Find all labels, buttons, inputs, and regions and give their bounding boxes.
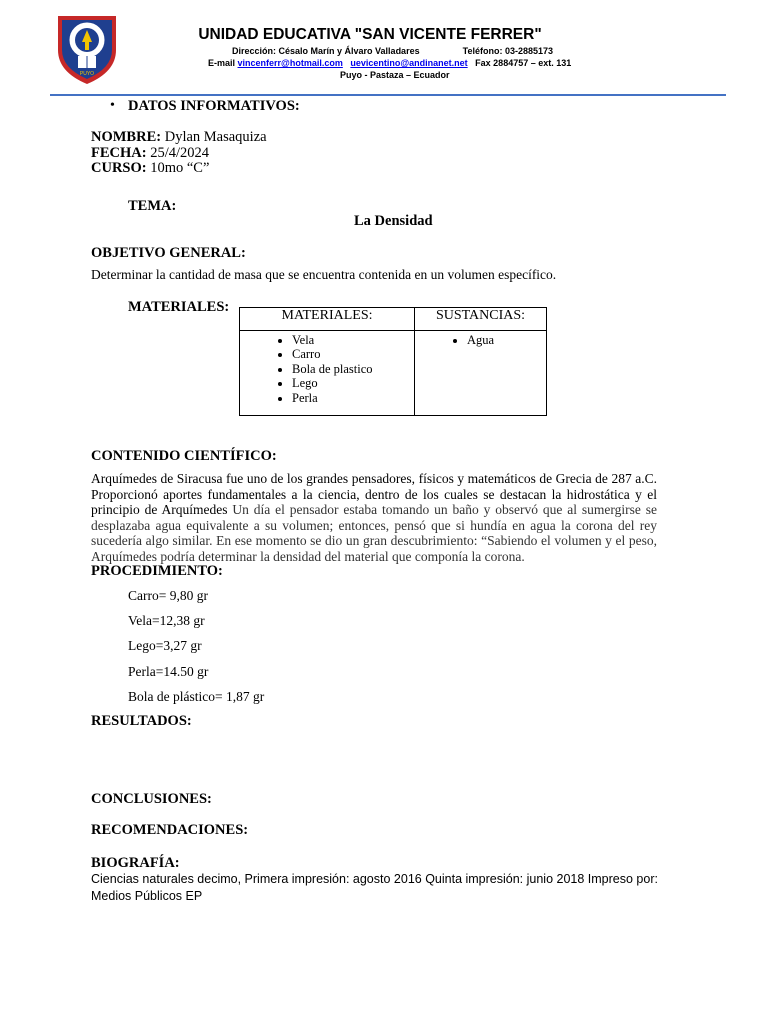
contenido-text [91, 471, 657, 564]
curso-value: 10mo “C” [150, 160, 210, 176]
tema-heading: TEMA: [128, 198, 177, 214]
email-link-2[interactable]: uevicentino@andinanet.net [350, 58, 468, 68]
school-name: UNIDAD EDUCATIVA "SAN VICENTE FERRER" [198, 26, 542, 43]
procedimiento-item: Carro= 9,80 gr [128, 588, 208, 603]
list-item: • Vela [292, 333, 414, 347]
sustancias-cell [415, 331, 547, 416]
materiales-list [240, 333, 414, 405]
address: Dirección: Césalo Marín y Álvaro Valladares [232, 46, 420, 56]
materiales-heading: MATERIALES: [128, 299, 230, 315]
list-item: • Lego [292, 376, 414, 390]
table-header-sustancias: SUSTANCIAS: [415, 308, 547, 331]
table-header-materiales: MATERIALES: [240, 308, 415, 331]
curso-label: CURSO: [91, 160, 147, 176]
materiales-cell [240, 331, 415, 416]
biografia-text: Ciencias naturales decimo, Primera impresión: agosto 2016 Quinta impresión: junio 2018 Impreso por: Medios Públicos EP [91, 872, 658, 903]
contenido-text-part2: Un día el pensador estaba tomando un baño y observó que al sumergirse se desplazaba agua equivalente a su volumen; entonces, pensó que si hundía en agua la corona del rey sucedería algo similar. En ese momento se dio un gran descubrimiento: “Sabiendo el volumen y el peso, Arquímedes podría determinar la densidad del material que componía la corona. [91, 502, 657, 564]
resultados-heading: RESULTADOS: [91, 713, 192, 729]
list-item: • Agua [467, 333, 546, 347]
sustancias-list [415, 333, 546, 347]
nombre-row [91, 129, 267, 145]
email-label: E-mail [208, 58, 236, 68]
procedimiento-item: Bola de plástico= 1,87 gr [128, 689, 265, 704]
fax: Fax 2884757 – ext. 131 [475, 58, 572, 68]
tema-title: La Densidad [354, 213, 433, 229]
email-line [208, 58, 571, 68]
fecha-value: 25/4/2024 [150, 144, 210, 161]
contenido-heading: CONTENIDO CIENTÍFICO: [91, 448, 277, 464]
conclusiones-heading: CONCLUSIONES: [91, 791, 212, 807]
address-line [232, 46, 553, 56]
list-item: • Carro [292, 347, 414, 361]
procedimiento-item: Vela=12,38 gr [128, 613, 205, 628]
biografia-heading: BIOGRAFÍA: [91, 855, 180, 871]
list-item: • Perla [292, 391, 414, 405]
objetivo-heading: OBJETIVO GENERAL: [91, 245, 246, 261]
procedimiento-item: Perla=14.50 gr [128, 664, 209, 679]
materials-table [239, 307, 547, 416]
nombre-label: NOMBRE: [91, 129, 162, 145]
info-block [91, 129, 267, 176]
contenido-text-part1: Arquímedes de Siracusa fue uno de los grandes pensadores, físicos y matemáticos de Grecia de 287 a.C. Proporcionó aportes fundamentales a la ciencia, dentro de los cuales se destacan la hidrostática y el principio de Arquímedes [91, 471, 657, 517]
fecha-row [91, 145, 267, 161]
procedimiento-item: Lego=3,27 gr [128, 638, 202, 653]
objetivo-text: Determinar la cantidad de masa que se encuentra contenida en un volumen específico. [91, 267, 557, 282]
school-crest-icon [52, 10, 122, 86]
bullet-icon: • [110, 98, 115, 113]
header-divider [50, 94, 726, 96]
list-item: • Bola de plastico [292, 362, 414, 376]
city-line: Puyo - Pastaza – Ecuador [340, 70, 450, 80]
procedimiento-heading: PROCEDIMIENTO: [91, 563, 223, 579]
email-link-1[interactable]: vincenferr@hotmail.com [237, 58, 343, 68]
phone: Teléfono: 03-2885173 [462, 46, 553, 56]
fecha-label: FECHA: [91, 144, 147, 161]
nombre-value: Dylan Masaquiza [164, 129, 267, 145]
logo-text: PUYO [79, 71, 95, 77]
curso-row [91, 160, 267, 176]
datos-heading: DATOS INFORMATIVOS: [128, 98, 300, 114]
recomendaciones-heading: RECOMENDACIONES: [91, 822, 249, 838]
